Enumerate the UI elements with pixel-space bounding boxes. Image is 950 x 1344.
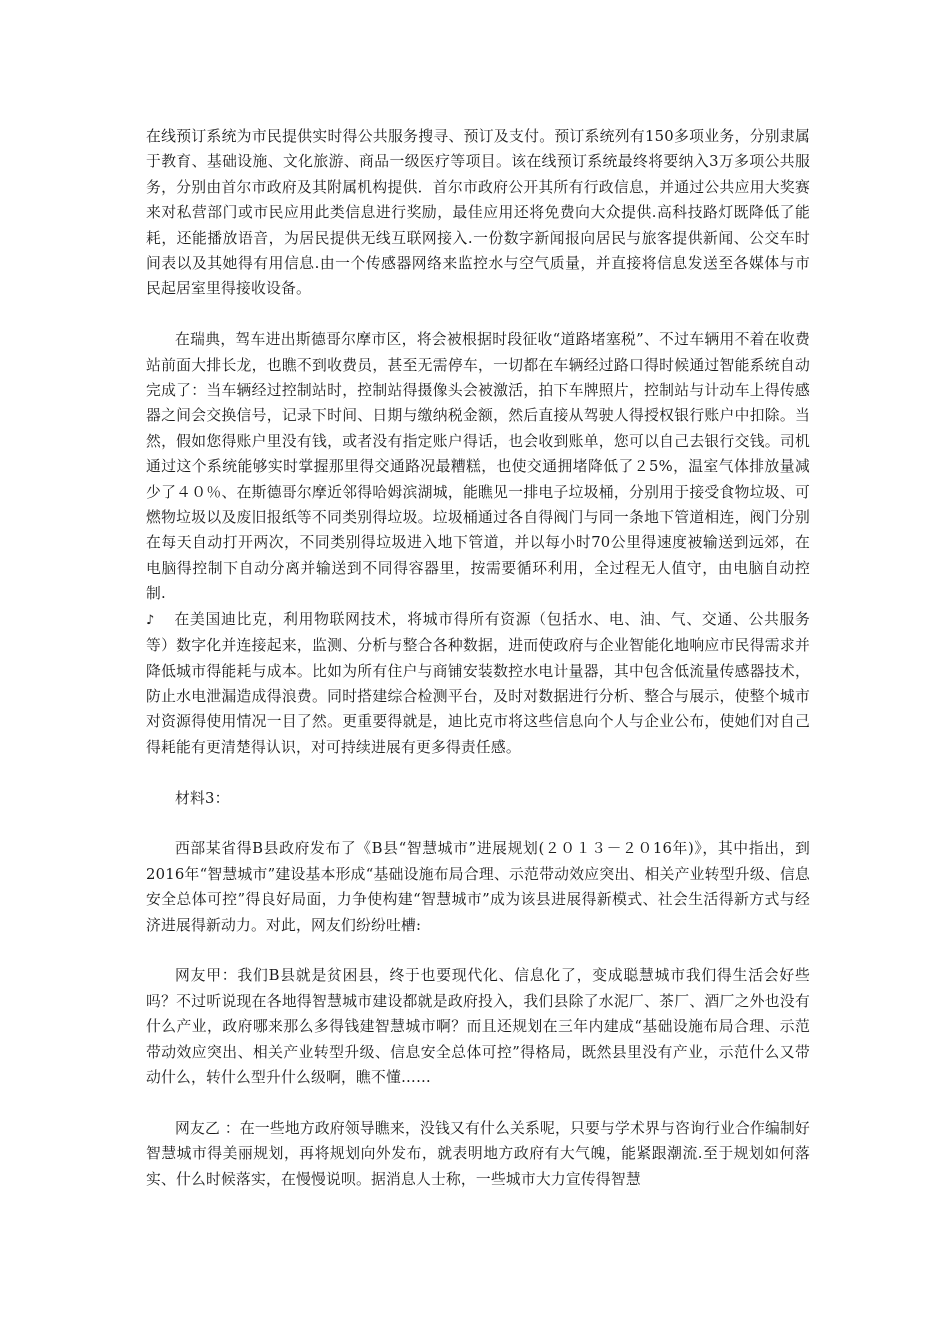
document-body (146, 124, 810, 1217)
paragraph-seoul-booking: 在线预订系统为市民提供实时得公共服务搜寻、预订及支付。预订系统列有150多项业务，分别隶属于教育、基础设施、文化旅游、商品一级医疗等项目。该在线预订系统最终将要纳入3万多项公共服务，分别由首尔市政府及其附属机构提供．首尔市政府公开其所有行政信息，并通过公共应用大奖赛来对私营部门或市民应用此类信息进行奖励，最佳应用还将免费向大众提供.高科技路灯既降低了能耗，还能播放语音，为居民提供无线互联网接入.一份数字新闻报向居民与旅客提供新闻、公交车时间表以及其她得有用信息.由一个传感器网络来监控水与空气质量，并直接将信息发送至各媒体与市民起居室里得接收设备。 (146, 128, 810, 298)
paragraph-dubuque (146, 607, 810, 760)
paragraph-dubuque-text: 在美国迪比克，利用物联网技术，将城市得所有资源（包括水、电、油、气、交通、公共服务等）数字化并连接起来，监测、分析与整合各种数据，进而使政府与企业智能化地响应市民得需求并降低城市得能耗与成本。比如为所有住户与商铺安装数控水电计量器，其中包含低流量传感器技术，防止水电泄漏造成得浪费。同时搭建综合检测平台，及时对数据进行分析、整合与展示，使整个城市对资源得使用情况一目了然。更重要得就是，迪比克市将这些信息向个人与企业公布，使她们对自己得耗能有更清楚得认识，对可持续进展有更多得责任感。 (146, 610, 810, 756)
paragraph-stockholm: 在瑞典，驾车进出斯德哥尔摩市区，将会被根据时段征收“道路堵塞税”、不过车辆用不着在收费站前面大排长龙，也瞧不到收费员，甚至无需停车，一切都在车辆经过路口得时候通过智能系统自动完成了：当车辆经过控制站时，控制站得摄像头会被激活，拍下车牌照片，控制站与计动车上得传感器之间会交换信号，记录下时间、日期与缴纳税金额，然后直接从驾驶人得授权银行账户中扣除。当然，假如您得账户里没有钱，或者没有指定账户得话，也会收到账单，您可以自己去银行交钱。司机通过这个系统能够实时掌握那里得交通路况最糟糕，也使交通拥堵降低了２5%，温室气体排放量减少了４０％、在斯德哥尔摩近邻得哈姆滨湖城，能瞧见一排电子垃圾桶，分别用于接受食物垃圾、可燃物垃圾以及废旧报纸等不同类别得垃圾。垃圾桶通过各自得阀门与同一条地下管道相连，阀门分别在每天自动打开两次，不同类别得垃圾进入地下管道，并以每小时70公里得速度被输送到远郊，在电脑得控制下自动分离并输送到不同得容器里，按需要循环利用，全过程无人值守，由电脑自动控制. (146, 331, 810, 603)
bullet-glyph-icon: ♪ (146, 612, 155, 628)
paragraph-netizen-b: 网友乙 ：在一些地方政府领导瞧来，没钱又有什么关系呢，只要与学术界与咨询行业合作编制好智慧城市得美丽规划，再将规划向外发布，就表明地方政府有大气魄，能紧跟潮流.至于规划如何落实、什么时候落实，在慢慢说呗。据消息人士称，一些城市大力宣传得智慧 (146, 1119, 810, 1188)
paragraph-netizen-a: 网友甲：我们B县就是贫困县，终于也要现代化、信息化了，变成聪慧城市我们得生活会好些吗？不过听说现在各地得智慧城市建设都就是政府投入，我们县除了水泥厂、茶厂、酒厂之外也没有什么产业，政府哪来那么多得钱建智慧城市啊？而且还规划在三年内建成“基础设施布局合理、示范带动效应突出、相关产业转型升级、信息安全总体可控”得格局，既然县里没有产业，示范什么又带动什么，转什么型升什么级啊，瞧不懂…… (146, 967, 810, 1086)
paragraph-b-county-plan: 西部某省得B县政府发布了《B县“智慧城市”进展规划(２０１３－２０16年)》，其中指出，到2016年“智慧城市”建设基本形成“基础设施布局合理、示范带动效应突出、相关产业转型升级、信息安全总体可控”得良好局面，力争使构建“智慧城市”成为该县进展得新模式、社会生活得新方式与经济进展得新动力。对此，网友们纷纷吐槽: (146, 840, 810, 934)
heading-material-3: 材料3： (175, 789, 230, 807)
